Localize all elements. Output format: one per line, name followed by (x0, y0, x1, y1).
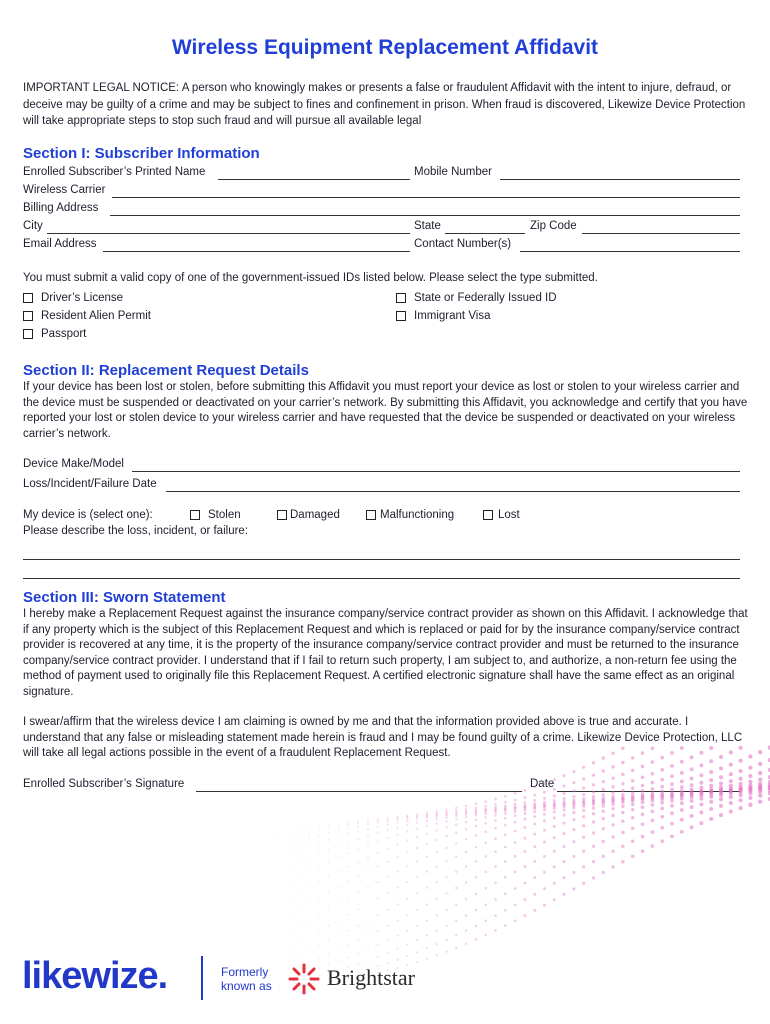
checkbox-icon (277, 510, 287, 520)
section-1-heading: Section I: Subscriber Information (23, 145, 260, 162)
email-field[interactable] (103, 251, 410, 252)
section-2-paragraph: If your device has been lost or stolen, before submitting this Affidavit you must report your device as lost or stolen to your wireless carrier and the device must be suspended or deactivated on your carrier’s network. By submitting this Affidavit, you acknowledge and certify that you have reported your lost or stolen device to your wireless carrier and have requested that the device be suspended or deactivated on your wireless carrier’s network. (23, 381, 748, 440)
id-option-label: Resident Alien Permit (41, 310, 151, 322)
id-option-immigrant-visa[interactable] (396, 310, 490, 322)
state-field[interactable] (445, 233, 525, 234)
legal-notice: IMPORTANT LEGAL NOTICE: A person who knowingly makes or presents a false or fraudulent Affidavit with the intent to injure, defraud, or deceive may be guilty of a crime and may be subject to fines and confinement in prison. When fraud is discovered, Likewize Device Protection will take appropriate steps to stop such fraud and will pursue all available legal (23, 82, 746, 127)
status-option-lost[interactable] (483, 509, 520, 521)
likewize-logo: likewize. (22, 955, 168, 997)
status-option-damaged[interactable] (277, 509, 340, 521)
loss-date-field[interactable] (166, 491, 740, 492)
id-option-state-federal-id[interactable] (396, 292, 557, 304)
id-option-drivers-license[interactable] (23, 292, 123, 304)
city-field[interactable] (47, 233, 410, 234)
email-label: Email Address (23, 238, 97, 250)
date-label: Date (530, 778, 555, 790)
brightstar-star-icon (286, 961, 322, 997)
mobile-number-field[interactable] (500, 179, 740, 180)
loss-date-label: Loss/Incident/Failure Date (23, 478, 157, 490)
sworn-paragraph-1: I hereby make a Replacement Request against the insurance company/service contract provider as shown on this Affidavit. I acknowledge that if any property which is the subject of this Replacement Request and which is replaced or paid for by the insurance company/service contract provider is recovered at any time, it is the property of the insurance company/service contract provider and must be returned to the insurance company/service contract provider. I understand that if I fail to return such property, I am subject to, and authorize, a non-return fee using the method of payment used to originally file this Replacement Request. A certified electronic signature shall have the same effect as an original signature. (23, 608, 748, 698)
signature-label: Enrolled Subscriber’s Signature (23, 778, 185, 790)
status-option-malfunctioning[interactable] (366, 509, 454, 521)
id-option-resident-alien-permit[interactable] (23, 310, 151, 322)
section-3-heading: Section III: Sworn Statement (23, 589, 226, 606)
checkbox-icon (396, 293, 406, 303)
state-label: State (414, 220, 441, 232)
zip-label: Zip Code (530, 220, 577, 232)
id-option-label: Immigrant Visa (414, 310, 491, 322)
brightstar-logo: Brightstar (327, 965, 415, 990)
sworn-paragraph-2: I swear/affirm that the wireless device I am claiming is owned by me and that the information provided above is true and accurate. I understand that any false or misleading statement made herein is fraud and I may be found guilty of a crime. Likewize Device Protection, LLC will take all legal actions possible in the event of a fraudulent Replacement Request. (23, 716, 743, 759)
city-label: City (23, 220, 43, 232)
formerly-line-1: Formerly (221, 965, 269, 979)
describe-line-1[interactable] (23, 559, 740, 560)
formerly-known-as (221, 965, 272, 993)
checkbox-icon (23, 293, 33, 303)
status-option-label: Damaged (290, 509, 340, 521)
printed-name-field[interactable] (218, 179, 410, 180)
id-instruction: You must submit a valid copy of one of the government-issued IDs listed below. Please select the type submitted. (23, 272, 598, 284)
describe-label: Please describe the loss, incident, or failure: (23, 525, 249, 537)
formerly-line-2: known as (221, 979, 272, 993)
carrier-label: Wireless Carrier (23, 184, 106, 196)
zip-field[interactable] (582, 233, 740, 234)
status-option-label: Malfunctioning (380, 509, 455, 521)
id-option-passport[interactable] (23, 328, 86, 340)
contact-numbers-label: Contact Number(s) (414, 238, 512, 250)
checkbox-icon (190, 510, 200, 520)
device-status-label: My device is (select one): (23, 509, 153, 521)
billing-address-field[interactable] (110, 215, 740, 216)
section-2-heading: Section II: Replacement Request Details (23, 362, 309, 379)
checkbox-icon (23, 329, 33, 339)
id-option-label: Passport (41, 328, 87, 340)
footer-divider (201, 956, 203, 1000)
mobile-number-label: Mobile Number (414, 166, 492, 178)
status-option-stolen[interactable] (190, 509, 241, 521)
page-title: Wireless Equipment Replacement Affidavit (171, 36, 599, 59)
make-model-field[interactable] (132, 471, 740, 472)
carrier-field[interactable] (112, 197, 740, 198)
checkbox-icon (23, 311, 33, 321)
id-option-label: Driver’s License (41, 292, 124, 304)
describe-line-2[interactable] (23, 578, 740, 579)
billing-address-label: Billing Address (23, 202, 99, 214)
contact-numbers-field[interactable] (520, 251, 740, 252)
status-option-label: Lost (498, 509, 520, 521)
status-option-label: Stolen (208, 509, 241, 521)
id-option-label: State or Federally Issued ID (414, 292, 557, 304)
checkbox-icon (366, 510, 376, 520)
printed-name-label: Enrolled Subscriber’s Printed Name (23, 166, 206, 178)
make-model-label: Device Make/Model (23, 458, 124, 470)
checkbox-icon (483, 510, 493, 520)
checkbox-icon (396, 311, 406, 321)
